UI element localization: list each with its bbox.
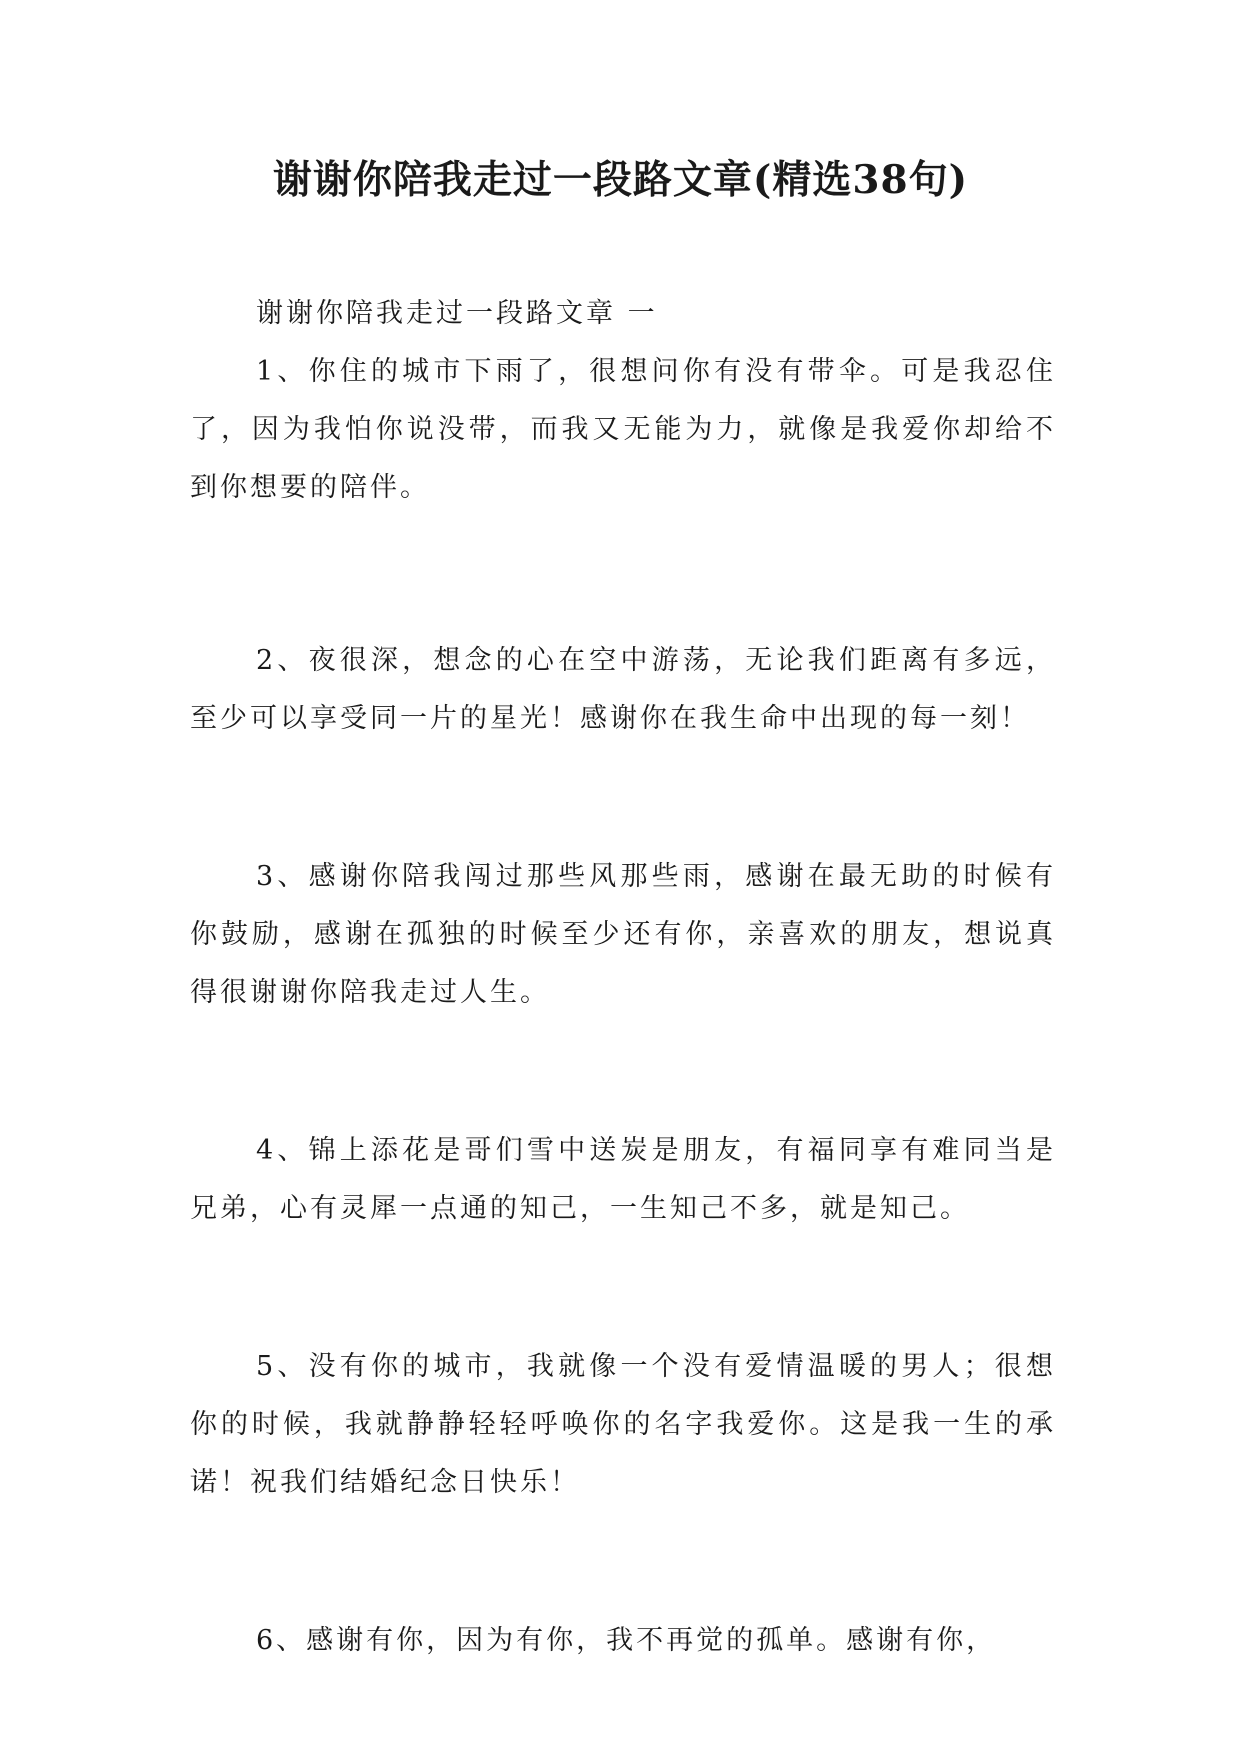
entry-4: 4、锦上添花是哥们雪中送炭是朋友，有福同享有难同当是兄弟，心有灵犀一点通的知己，一生知己不多，就是知己。 [190, 1135, 1056, 1224]
entry-1: 1、你住的城市下雨了，很想问你有没有带伞。可是我忍住了，因为我怕你说没带，而我又无能为力，就像是我爱你却给不到你想要的陪伴。 [190, 356, 1056, 503]
section-heading: 谢谢你陪我走过一段路文章 一 [256, 298, 658, 329]
entry-5: 5、没有你的城市，我就像一个没有爱情温暖的男人；很想你的时候，我就静静轻轻呼唤你的名字我爱你。这是我一生的承诺！祝我们结婚纪念日快乐！ [190, 1351, 1056, 1498]
entry-2: 2、夜很深，想念的心在空中游荡，无论我们距离有多远，至少可以享受同一片的星光！感谢你在我生命中出现的每一刻！ [190, 645, 1056, 734]
document-title: 谢谢你陪我走过一段路文章(精选38句) [272, 157, 969, 203]
entry-3: 3、感谢你陪我闯过那些风那些雨，感谢在最无助的时候有你鼓励，感谢在孤独的时候至少还有你，亲喜欢的朋友，想说真得很谢谢你陪我走过人生。 [190, 861, 1056, 1008]
document-body [190, 285, 1056, 1670]
entry-6: 6、感谢有你，因为有你，我不再觉的孤单。感谢有你， [256, 1625, 997, 1656]
